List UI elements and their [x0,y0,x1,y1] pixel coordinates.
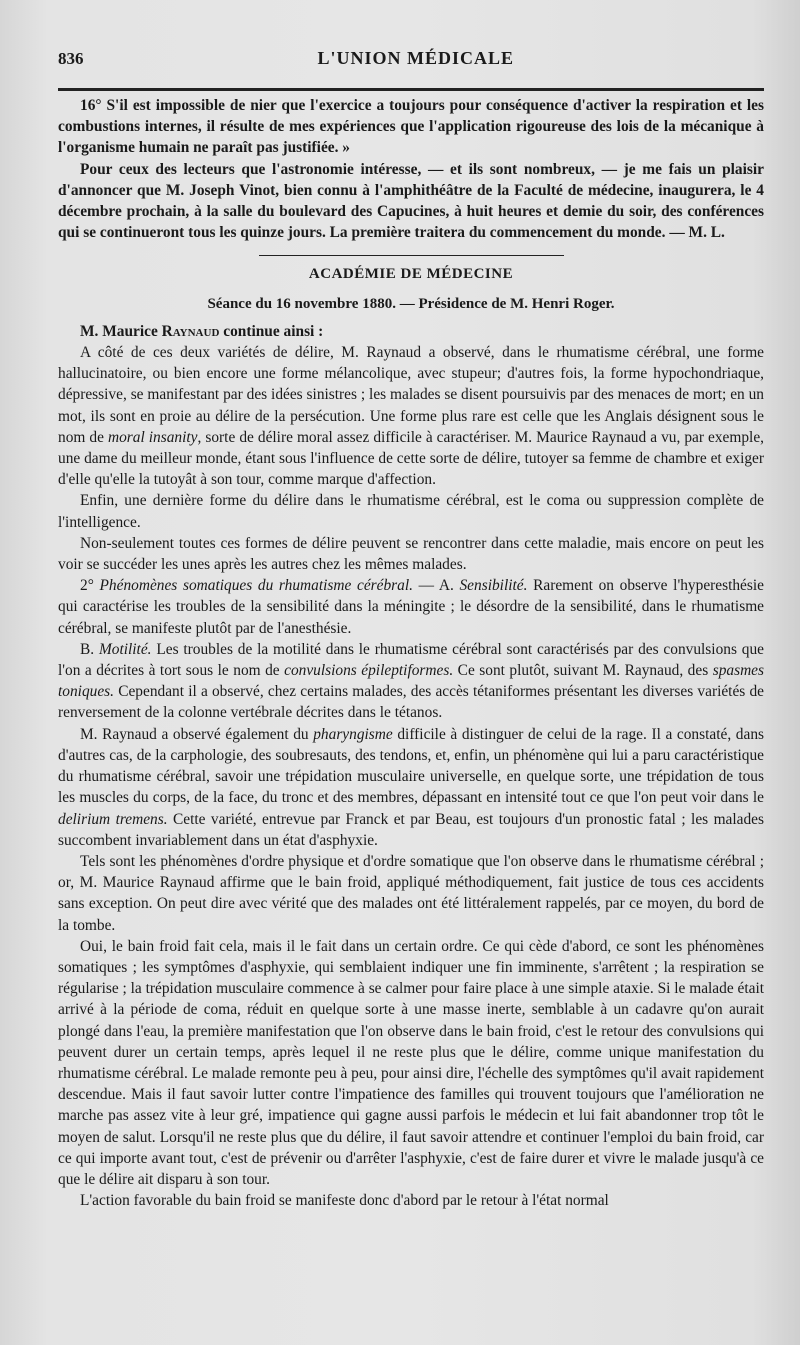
italic-term: delirium tremens. [58,810,168,828]
text-run: difficile à distinguer de celui de la rage. Il a constaté, dans d'autres cas, de la carphologie, des soubresauts, des tendons, et, enfin, un phénomène qui lui a paru caractéristique du rhumatisme cérébral, savoir une trépidation musculaire universelle, en quelque sorte, une trépidation de tous les muscles du corps, de la face, du tronc et des membres, dépassant en intensité tout ce que l'on peut voir dans le [58,725,765,807]
italic-term: convulsions épileptiformes. [284,662,454,680]
text-run: — A. [412,577,460,595]
speaker-suffix: continue ainsi : [219,322,324,340]
section-title: ACADÉMIE DE MÉDECINE [308,266,514,283]
italic-heading: Phénomènes somatiques du rhumatisme cérébral. [99,577,413,595]
speaker-line [58,321,764,342]
italic-term: moral insanity [107,428,198,446]
paragraph: Oui, le bain froid fait cela, mais il le fait dans un certain ordre. Ce qui cède d'abord, ce sont les phénomènes somatiques ; les symptômes d'asphyxie, qui semblaient indiquer une fin imminente, s'arrêtent ; la respiration se régularise ; la trépidation musculaire commence à se calmer pour faire place à une simple ataxie. Si le malade était arrivé à la période de coma, réduit en quelque sorte à une masse inerte, semblable à un cadavre qu'on aurait plongé dans l'eau, la première manifestation que l'on observe dans le bain froid, c'est le retour des convulsions qui peuvent durer un certain temps, après lequel il ne reste plus que le délire, comme unique manifestation du rhumatisme cérébral. Le malade remonte peu à peu, pour ainsi dire, l'échelle des symptômes qu'il avait rapidement descendue. Mais il faut savoir lutter contre l'impatience des familles qui trouvent toujours que l'amélioration ne marche pas assez vite à leur gré, impatience qui gagne aussi parfois le médecin et lui fait abandonner trop tôt le moyen de salut. Lorsqu'il ne reste plus que du délire, il faut savoir attendre et continuer l'emploi du bain froid, car ce qui importe avant tout, c'est de prévenir ou d'arrêter l'asphyxie, c'est de faire durer et vivre le malade jusqu'à ce que le délire ait disparu à son tour. [58,937,764,1188]
text-run: A côté de ces deux variétés de délire, M. Raynaud a observé, dans le rhumatisme cérébral, une forme hallucinatoire, ou bien encore une forme mélancolique, avec stupeur; d'autres fois, la forme hypochondriaque, dépressive, se manifestant par des idées sinistres ; les malades se disent poursuivis par des menaces de mort; en un mot, ils sont en proie au délire de la persécution. Une forme plus rare est celle que les Anglais désignent sous le nom de [58,344,764,446]
text-run: Cette variété, entrevue par Franck et par Beau, est toujours d'un pronostic fatal ; les malades succombent invariablement dans un état d'asphyxie. [58,810,764,849]
page-number: 836 [58,49,84,68]
italic-term: spasmes toniques. [58,662,765,701]
section-divider [259,255,564,256]
text-run: M. Raynaud a observé également du [80,725,314,743]
paragraph: Non-seulement toutes ces formes de délire peuvent se rencontrer dans cette maladie, mais encore on peut les voir se succéder les unes après les autres chez les mêmes malades. [58,534,764,574]
paragraph: Tels sont les phénomènes d'ordre physique et d'ordre somatique que l'on observe dans le rhumatisme cérébral ; or, M. Maurice Raynaud affirme que le bain froid, appliqué méthodiquement, fait justice de tous ces accidents sans exception. On peut dire avec vérité que des malades ont été littéralement rappelés, par ce moyen, du bord de la tombe. [58,852,764,934]
italic-heading: Sensibilité. [459,577,528,595]
speaker-name: Raynaud [161,322,220,340]
paragraph [58,724,764,851]
paragraph [58,342,764,490]
intro-paragraph-1: 16° S'il est impossible de nier que l'exercice a toujours pour conséquence d'activer la respiration et les combustions internes, il résulte de mes expériences que l'application rigoureuse des lois de la mécanique à l'organisme humain ne paraît pas justifiée. » [58,97,764,157]
header-rule [58,88,764,91]
paragraph: Enfin, une dernière forme du délire dans le rhumatisme cérébral, est le coma ou suppression complète de l'intelligence. [58,492,764,531]
intro-paragraph-2: Pour ceux des lecteurs que l'astronomie intéresse, — et ils sont nombreux, — je me fais un plaisir d'annoncer que M. Joseph Vinot, bien connu à l'amphithéâtre de la Faculté de médecine, inaugurera, le 4 décembre prochain, à la salle du boulevard des Capucines, à huit heures et demie du soir, des conférences qui se continueront tous les quinze jours. La première traitera du commencement du monde. — M. L. [58,160,764,242]
paragraph: L'action favorable du bain froid se manifeste donc d'abord par le retour à l'état normal [80,1192,609,1210]
article-body [58,95,764,1211]
text-run: Ce sont plutôt, suivant M. Raynaud, des [453,662,713,680]
text-run: Cependant il a observé, chez certains malades, des accès tétaniformes présentant les diverses variétés de renversement de la colonne vertébrale décrites dans le tétanos. [58,683,764,722]
paragraph [58,639,764,724]
running-head [58,48,764,80]
italic-term: pharyngisme [313,725,393,743]
text-run: Rarement on observe l'hyperesthésie qui caractérise les troubles de la sensibilité dans la méningite ; le désordre de la sensibilité, dans le rhumatisme cérébral, se manifeste plutôt par de l'anesthésie. [58,577,764,637]
paragraph [58,575,764,639]
speaker-prefix: M. Maurice [80,322,162,340]
italic-heading: Motilité. [98,640,152,658]
text-run: Les troubles de la motilité dans le rhumatisme cérébral sont caractérisés par des convulsions que l'on a décrites à tort sous le nom de [58,640,764,680]
session-line: Séance du 16 novembre 1880. — Présidence de M. Henri Roger. [207,295,615,312]
text-run: 2° [80,577,100,595]
text-run: , sorte de délire moral assez difficile à caractériser. M. Maurice Raynaud a vu, par exemple, une dame du meilleur monde, étant sous l'influence de cette sorte de délire, tutoyer sa femme de chambre et exiger d'elle qu'elle la tutoyât à son tour, comme marque d'affection. [58,428,765,489]
journal-title: L'UNION MÉDICALE [317,48,514,68]
text-run: B. [80,640,99,658]
